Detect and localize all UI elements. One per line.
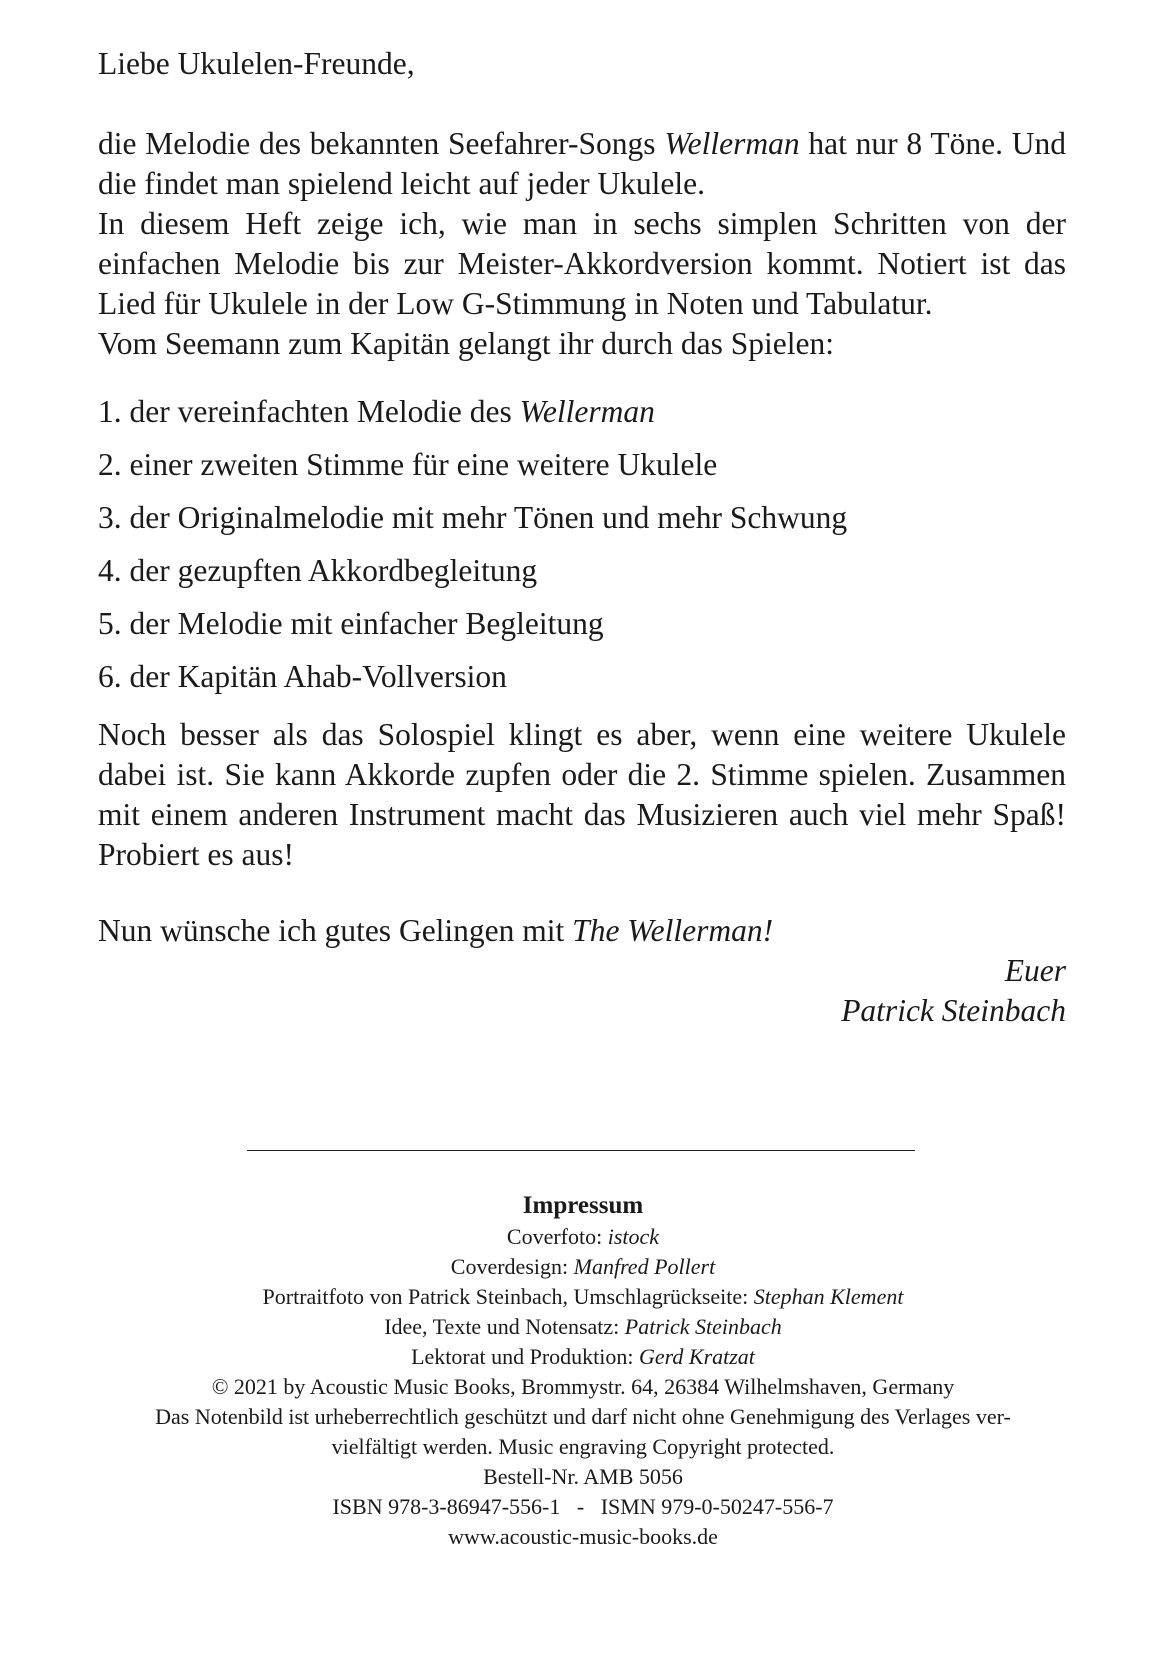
impressum-heading: Impressum xyxy=(522,1192,644,1219)
intro-paragraph xyxy=(98,124,1066,204)
song-title: The Wellerman! xyxy=(572,913,774,948)
intro-text-continued: hat nur 8 Töne. Und die findet man spielend leicht auf jeder Ukulele. xyxy=(98,126,1066,201)
impressum-website[interactable]: www.acoustic-music-books.de xyxy=(448,1524,718,1549)
intro-text: die Melodie des bekannten Seefahrer-Songs xyxy=(98,126,665,161)
intro-paragraph-3: Vom Seemann zum Kapitän gelangt ihr durch das Spielen: xyxy=(98,326,835,361)
closing-wish: Nun wünsche ich gutes Gelingen mit The Wellerman! xyxy=(98,913,774,948)
list-item: 2. einer zweiten Stimme für eine weitere Ukulele xyxy=(98,447,718,482)
steps-list xyxy=(98,392,1066,697)
list-item: 5. der Melodie mit einfacher Begleitung xyxy=(98,606,604,641)
impressum-order-number: Bestell-Nr. AMB 5056 xyxy=(483,1464,683,1489)
impressum-notice: Das Notenbild ist urheberrechtlich geschützt und darf nicht ohne Genehmigung des Verlages ver- xyxy=(155,1404,1011,1429)
divider xyxy=(247,1150,915,1151)
list-item: 6. der Kapitän Ahab-Vollversion xyxy=(98,659,507,694)
greeting: Liebe Ukulelen-Freunde, xyxy=(98,46,415,81)
letter xyxy=(98,44,1066,1031)
signature xyxy=(98,951,1066,1031)
list-item: 4. der gezupften Akkordbegleitung xyxy=(98,553,538,588)
impressum xyxy=(0,1190,1166,1552)
impressum-copyright: © 2021 by Acoustic Music Books, Brommystr. 64, 26384 Wilhelmshaven, Germany xyxy=(211,1374,955,1399)
impressum-idee: Idee, Texte und Notensatz: Patrick Steinbach xyxy=(384,1314,782,1339)
song-title: Wellerman xyxy=(664,126,800,161)
signature-salutation: Euer xyxy=(1004,953,1066,988)
list-item: 3. der Originalmelodie mit mehr Tönen und mehr Schwung xyxy=(98,500,848,535)
impressum-portrait: Portraitfoto von Patrick Steinbach, Umschlagrückseite: Stephan Klement xyxy=(262,1284,904,1309)
impressum-notice-continued: vielfältigt werden. Music engraving Copyright protected. xyxy=(331,1434,835,1459)
impressum-coverfoto: Coverfoto: istock xyxy=(506,1224,660,1249)
impressum-lektorat: Lektorat und Produktion: Gerd Kratzat xyxy=(411,1344,755,1369)
impressum-coverdesign: Coverdesign: Manfred Pollert xyxy=(450,1254,716,1279)
signature-name: Patrick Steinbach xyxy=(841,993,1066,1028)
list-item: 1. der vereinfachten Melodie des Wellerman xyxy=(98,394,655,429)
impressum-isbn: ISBN 978-3-86947-556-1 - ISMN 979-0-50247-556-7 xyxy=(332,1494,834,1519)
intro-paragraph-2: In diesem Heft zeige ich, wie man in sechs simplen Schritten von der einfachen Melodie bis zur Meister-Akkordversion kommt. Notiert ist das Lied für Ukulele in der Low G-Stimmung in Noten und Tabulatur. xyxy=(98,206,1066,321)
outro-paragraph: Noch besser als das Solospiel klingt es aber, wenn eine weitere Ukulele dabei ist. Sie kann Akkorde zupfen oder die 2. Stimme spielen. Zusammen mit einem anderen Instrument macht das Musizieren auch viel mehr Spaß! Probiert es aus! xyxy=(98,717,1066,872)
